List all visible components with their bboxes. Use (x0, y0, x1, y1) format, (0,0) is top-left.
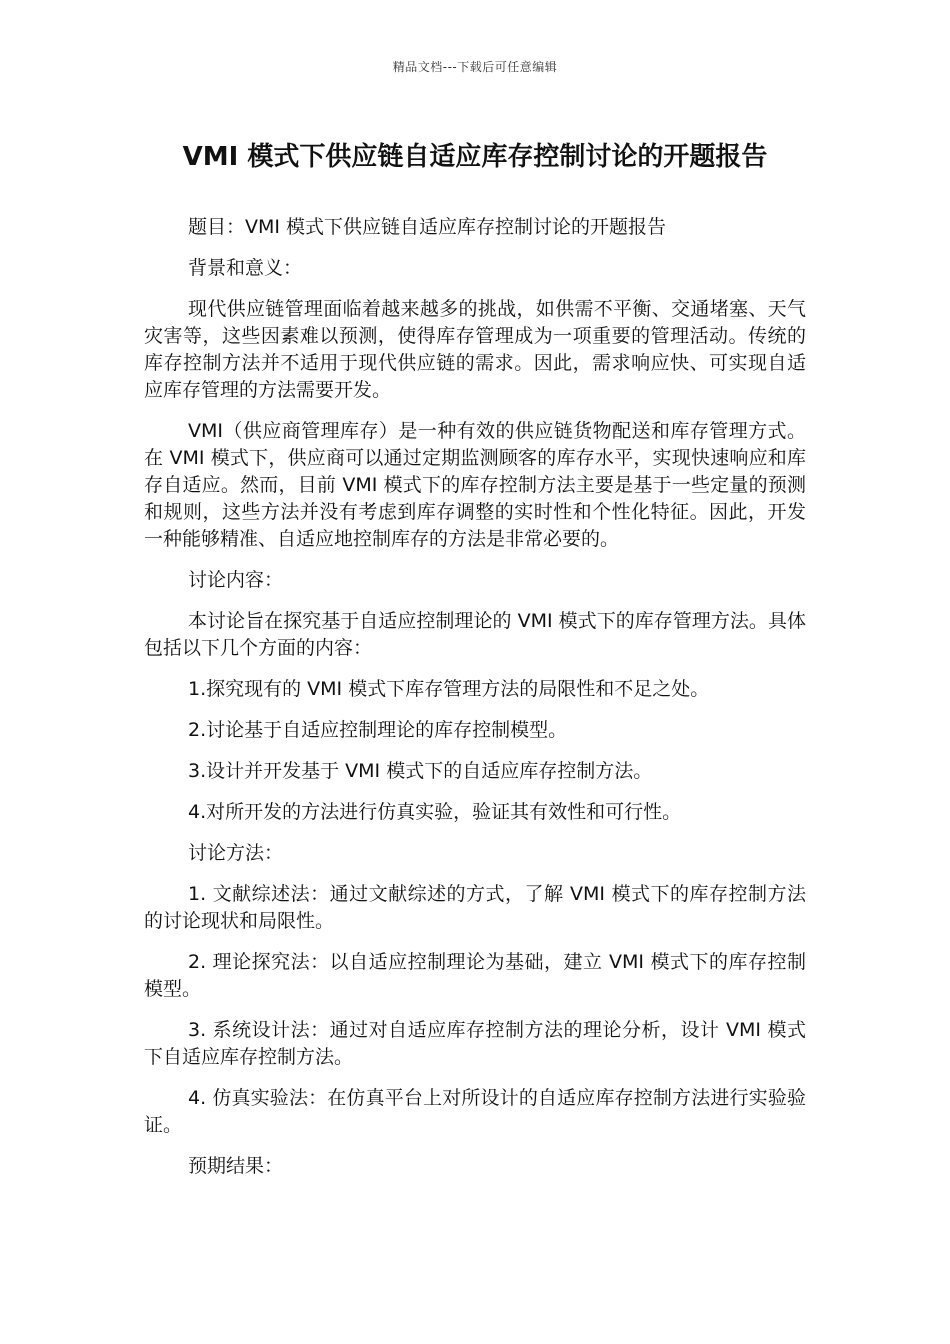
content-item-1: 1.探究现有的 VMI 模式下库存管理方法的局限性和不足之处。 (188, 678, 710, 700)
paragraph-background-2: VMI（供应商管理库存）是一种有效的供应链货物配送和库存管理方式。在 VMI 模式下，供应商可以通过定期监测顾客的库存水平，实现快速响应和库存自适应。然而，目前 VMI 模式下的库存控制方法主要是基于一些定量的预测和规则，这些方法并没有考虑到库存调整的实时性和个性化特征。因此，开发一种能够精准、自适应地控制库存的方法是非常必要的。 (144, 420, 806, 550)
paragraph-topic: 题目：VMI 模式下供应链自适应库存控制讨论的开题报告 (188, 216, 667, 238)
heading-methods: 讨论方法： (188, 842, 284, 864)
document-body (144, 214, 806, 1194)
content-item-4: 4.对所开发的方法进行仿真实验，验证其有效性和可行性。 (188, 801, 682, 823)
heading-background: 背景和意义： (188, 257, 303, 279)
heading-content: 讨论内容： (188, 569, 284, 591)
heading-expected-results: 预期结果： (188, 1155, 284, 1177)
method-item-2: 2. 理论探究法：以自适应控制理论为基础，建立 VMI 模式下的库存控制模型。 (144, 951, 806, 1000)
method-item-3: 3. 系统设计法：通过对自适应库存控制方法的理论分析，设计 VMI 模式下自适应库存控制方法。 (144, 1019, 806, 1068)
content-item-2: 2.讨论基于自适应控制理论的库存控制模型。 (188, 719, 568, 741)
document-title: VMI 模式下供应链自适应库存控制讨论的开题报告 (182, 142, 768, 172)
content-item-3: 3.设计并开发基于 VMI 模式下的自适应库存控制方法。 (188, 760, 653, 782)
page-header-watermark: 精品文档---下载后可任意编辑 (392, 60, 558, 74)
method-item-1: 1. 文献综述法：通过文献综述的方式，了解 VMI 模式下的库存控制方法的讨论现状和局限性。 (144, 883, 806, 932)
paragraph-background-1: 现代供应链管理面临着越来越多的挑战，如供需不平衡、交通堵塞、天气灾害等，这些因素难以预测，使得库存管理成为一项重要的管理活动。传统的库存控制方法并不适用于现代供应链的需求。因此，需求响应快、可实现自适应库存管理的方法需要开发。 (144, 298, 806, 401)
method-item-4: 4. 仿真实验法：在仿真平台上对所设计的自适应库存控制方法进行实验验证。 (144, 1087, 806, 1136)
paragraph-content-intro: 本讨论旨在探究基于自适应控制理论的 VMI 模式下的库存管理方法。具体包括以下几个方面的内容： (144, 610, 806, 659)
